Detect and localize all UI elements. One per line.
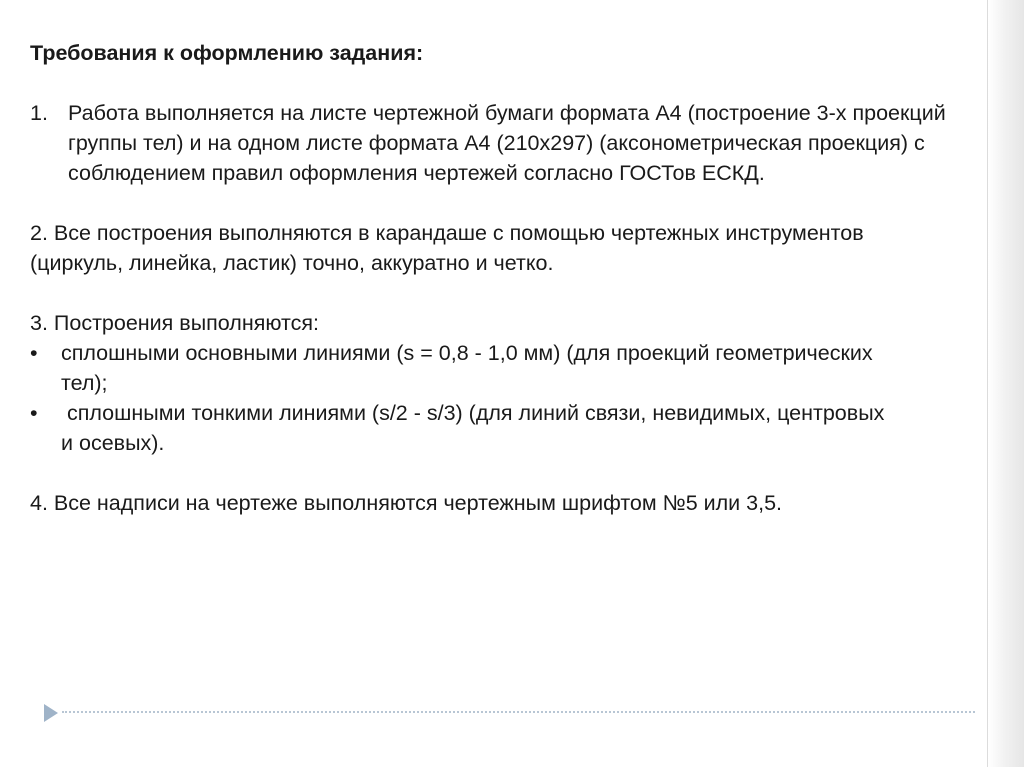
slide-title: Требования к оформлению задания: xyxy=(30,41,424,65)
spacer xyxy=(30,458,1005,488)
requirement-2-text: 2. Все построения выполняются в карандаше с помощью чертежных инструментов (циркуль, линейка, ластик) точно, аккуратно и четко. xyxy=(30,221,864,275)
spacer xyxy=(30,188,1005,218)
slide-content xyxy=(30,38,1005,518)
bullet-text: сплошными тонкими линиями (s/2 - s/3) (для линий связи, невидимых, центровых и осевых). xyxy=(61,401,891,455)
requirement-1-text: Работа выполняется на листе чертежной бумаги формата А4 (построение 3-х проекций группы тел) и на одном листе формата А4 (210x297) (аксонометрическая проекция) с соблюдением правил оформления чертежей согласно ГОСТов ЕСКД. xyxy=(68,101,946,185)
footer-divider xyxy=(62,711,975,713)
bullet-marker: • xyxy=(30,401,38,425)
requirement-3-bullet-1 xyxy=(30,338,1005,398)
bullet-marker: • xyxy=(30,341,38,365)
triangle-right-icon[interactable] xyxy=(42,702,60,724)
bullet-text: сплошными основными линиями (s = 0,8 - 1,0 мм) (для проекций геометрических тел); xyxy=(61,341,873,395)
requirement-3-bullet-2 xyxy=(30,398,1005,458)
requirement-1 xyxy=(30,98,1005,188)
requirement-1-number: 1. xyxy=(30,101,48,125)
requirement-4-text: 4. Все надписи на чертеже выполняются чертежным шрифтом №5 или 3,5. xyxy=(30,491,783,515)
spacer xyxy=(30,68,1005,98)
requirement-3-heading: 3. Построения выполняются: xyxy=(30,311,319,335)
spacer xyxy=(30,278,1005,308)
